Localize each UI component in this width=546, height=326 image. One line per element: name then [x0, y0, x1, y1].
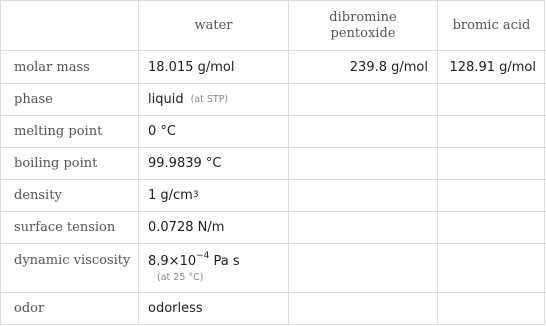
- viscosity-mantissa: 8.9×10: [148, 253, 197, 269]
- viscosity-value: [148, 251, 240, 269]
- phase-condition-note: (at STP): [190, 94, 229, 105]
- cell-water-dynamic-viscosity: [139, 244, 288, 292]
- cell-water-molar-mass: 18.015 g/mol: [148, 59, 235, 75]
- viscosity-exponent: −4: [196, 251, 210, 262]
- cell-water-density: 1 g/cm $^3$: [148, 188, 199, 203]
- density-value: 1 g/cm: [148, 188, 193, 203]
- row-label-molar-mass: molar mass: [14, 59, 90, 75]
- column-header-water: water: [194, 17, 233, 33]
- viscosity-condition-note: (at 25 °C): [157, 271, 204, 283]
- phase-value: liquid: [148, 92, 184, 107]
- cell-water-odor: odorless: [148, 301, 203, 316]
- row-label-surface-tension: surface tension: [14, 220, 116, 235]
- cell-bromic-acid-molar-mass: 128.91 g/mol: [449, 59, 536, 75]
- row-label-odor: odor: [14, 301, 45, 316]
- cell-water-surface-tension: 0.0728 N/m: [148, 220, 225, 235]
- row-label-melting-point: melting point: [14, 124, 103, 139]
- row-label-density: density: [14, 188, 62, 203]
- cell-water-boiling-point: 99.9839 °C: [148, 156, 222, 171]
- cell-water-melting-point: 0 °C: [148, 124, 176, 139]
- row-label-phase: phase: [14, 92, 53, 107]
- row-label-dynamic-viscosity: dynamic viscosity: [14, 253, 131, 268]
- row-label-boiling-point: boiling point: [14, 156, 98, 171]
- cell-water-phase: [139, 84, 288, 115]
- viscosity-unit: Pa s: [209, 253, 240, 269]
- column-header-bromic-acid: bromic acid: [452, 17, 531, 33]
- column-header-dibromine-pentoxide: dibromine pentoxide: [329, 9, 397, 41]
- cell-dibromine-pentoxide-molar-mass: 239.8 g/mol: [349, 59, 428, 75]
